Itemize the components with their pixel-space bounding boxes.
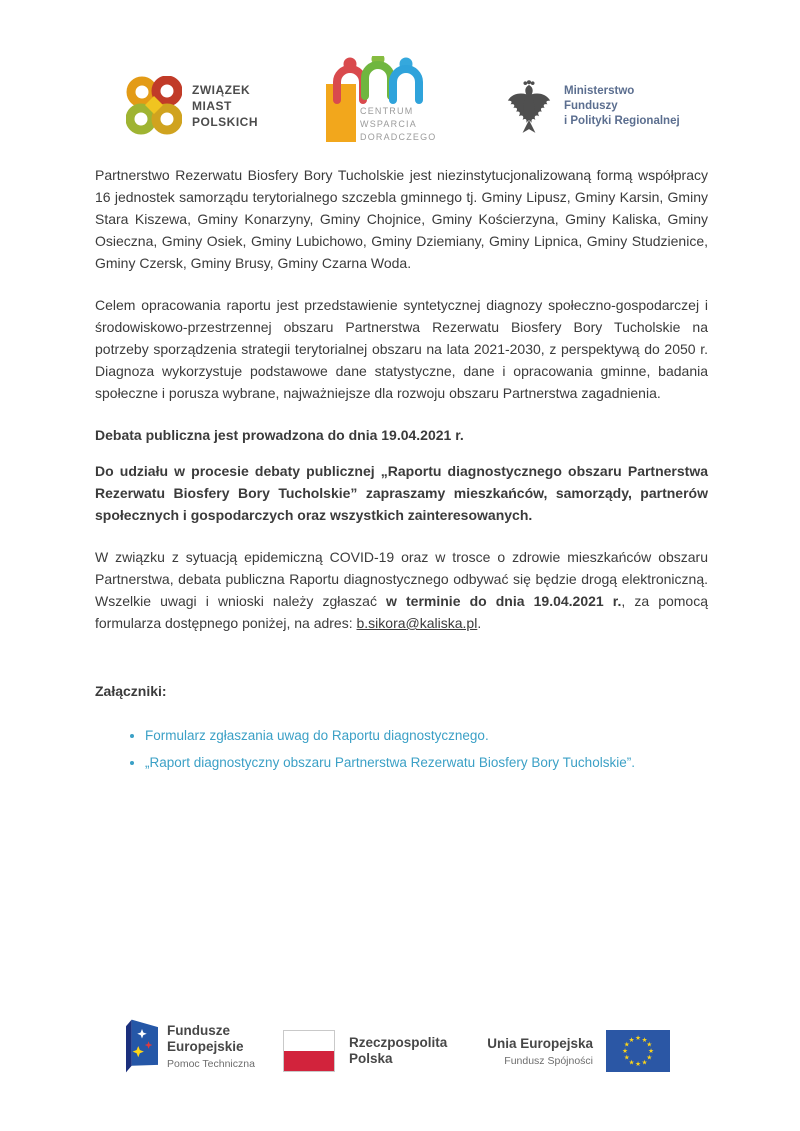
svg-text:★: ★ [622, 1047, 628, 1056]
attachments-heading: Załączniki: [95, 683, 167, 699]
unia-europejska-text [468, 1036, 593, 1067]
covid-text-part-2: , za pomocą formularza dostępnego poniżej, na adres: [95, 593, 708, 631]
covid-paragraph [95, 546, 708, 634]
cwd-line-2: WSPARCIA [360, 119, 417, 129]
covid-text-part-3: . [477, 615, 482, 631]
attachment-item-report [145, 749, 708, 776]
svg-text:★: ★ [623, 1053, 630, 1062]
svg-text:★: ★ [635, 1060, 641, 1069]
logo-unia-europejska [468, 1030, 670, 1072]
covid-text-part-1: W związku z sytuacją epidemiczną COVID-19 oraz w trosce o zdrowie mieszkańców obszaru Partnerstwa, debata publiczna Raportu diagnostycznego odbywać się będzie drogą elektroniczną. Wszelkie uwagi i wnioski należy zgłaszać [95, 549, 708, 609]
attachment-item-form [145, 722, 708, 749]
fe-subtitle: Pomoc Techniczna [167, 1057, 255, 1070]
ministry-line-1: Ministerstwo [564, 85, 635, 97]
paragraph-partnership-intro: Partnerstwo Rezerwatu Biosfery Bory Tucholskie jest niezinstytucjonalizowaną formą współpracy 16 jednostek samorządu terytorialnego szczebla gminnego tj. Gminy Lipusz, Gminy Karsin, Gminy Stara Kiszewa, Gminy Konarzyny, Gminy Chojnice, Gminy Kościerzyna, Gminy Kaliska, Gminy Osieczna, Gminy Osiek, Gminy Lubichowo, Gminy Dziemiany, Gminy Lipnica, Gminy Studzienice, Gminy Czersk, Gminy Brusy, Gminy Czarna Woda. [95, 167, 708, 271]
ue-title: Unia Europejska [487, 1035, 593, 1051]
debate-deadline-line: Debata publiczna jest prowadzona do dnia 19.04.2021 r. [95, 427, 464, 443]
cwd-line-3: DORADCZEGO [360, 132, 437, 142]
attachments-list [95, 722, 708, 776]
fundusze-europejskie-flag-icon [126, 1019, 158, 1073]
logo-centrum-wsparcia-doradczego [326, 56, 458, 153]
polish-eagle-icon [506, 78, 552, 138]
ministry-line-2: Funduszy [564, 100, 618, 112]
zmp-line-3: POLSKICH [192, 115, 259, 129]
svg-text:★: ★ [646, 1053, 653, 1062]
rp-title-line-1: Rzeczpospolita [349, 1035, 448, 1050]
attachment-link-report[interactable]: „Raport diagnostyczny obszaru Partnerstwa Rezerwatu Biosfery Bory Tucholskie”. [145, 755, 635, 770]
zmp-logo-text [192, 82, 258, 130]
ministry-line-3: i Polityki Regionalnej [564, 115, 680, 127]
attachment-link-form[interactable]: Formularz zgłaszania uwag do Raportu diagnostycznego. [145, 728, 489, 743]
svg-text:★: ★ [623, 1040, 630, 1049]
poland-flag-icon [283, 1030, 335, 1072]
svg-text:★: ★ [648, 1047, 654, 1056]
cwd-figures-icon [326, 56, 458, 148]
fundusze-europejskie-text [167, 1023, 255, 1070]
paragraph-report-goal: Celem opracowania raportu jest przedstawienie syntetycznej diagnozy społeczno-gospodarczej i środowiskowo-przestrzennej obszaru Partnerstwa Rezerwatu Biosfery Bory Tucholskie na potrzeby sporządzenia strategii terytorialnej obszaru na lata 2021-2030, z perspektywą do 2050 r. Diagnoza wykorzystuje podstawowe dane statystyczne, dane i opracowania gminne, badania społeczne i porusza wybrane, najważniejsze dla rozwoju obszaru Partnerstwa zagadnienia. [95, 297, 708, 401]
svg-text:★: ★ [641, 1058, 648, 1067]
zmp-line-1: ZWIĄZEK [192, 83, 251, 97]
logo-fundusze-europejskie [126, 1019, 255, 1073]
svg-text:★: ★ [646, 1040, 653, 1049]
ue-subtitle: Fundusz Spójności [504, 1054, 593, 1067]
logo-zwiazek-miast-polskich [126, 76, 258, 136]
email-link[interactable]: b.sikora@kaliska.pl [356, 615, 478, 631]
svg-text:★: ★ [628, 1035, 635, 1044]
document-body [95, 164, 708, 776]
eu-flag-icon [606, 1030, 670, 1072]
rzeczpospolita-text [349, 1035, 447, 1067]
zmp-rings-icon [126, 76, 182, 136]
cwd-line-1: CENTRUM [360, 106, 414, 116]
covid-deadline-bold: w terminie do dnia 19.04.2021 r. [386, 593, 622, 609]
svg-text:★: ★ [635, 1034, 641, 1043]
zmp-line-2: MIAST [192, 99, 232, 113]
logo-rzeczpospolita-polska [283, 1030, 447, 1072]
rp-title-line-2: Polska [349, 1051, 393, 1066]
ministry-logo-text [564, 84, 680, 129]
fe-title-line-2: Europejskie [167, 1038, 244, 1054]
invitation-paragraph: Do udziału w procesie debaty publicznej „Raportu diagnostycznego obszaru Partnerstwa Rezerwatu Biosfery Bory Tucholskie” zapraszamy mieszkańców, samorządy, partnerów społecznych i gospodarczych oraz wszystkich zainteresowanych. [95, 463, 708, 523]
fe-title-line-1: Fundusze [167, 1022, 230, 1038]
svg-text:★: ★ [628, 1058, 635, 1067]
logo-ministerstwo-funduszy [506, 78, 680, 138]
svg-text:★: ★ [641, 1035, 648, 1044]
